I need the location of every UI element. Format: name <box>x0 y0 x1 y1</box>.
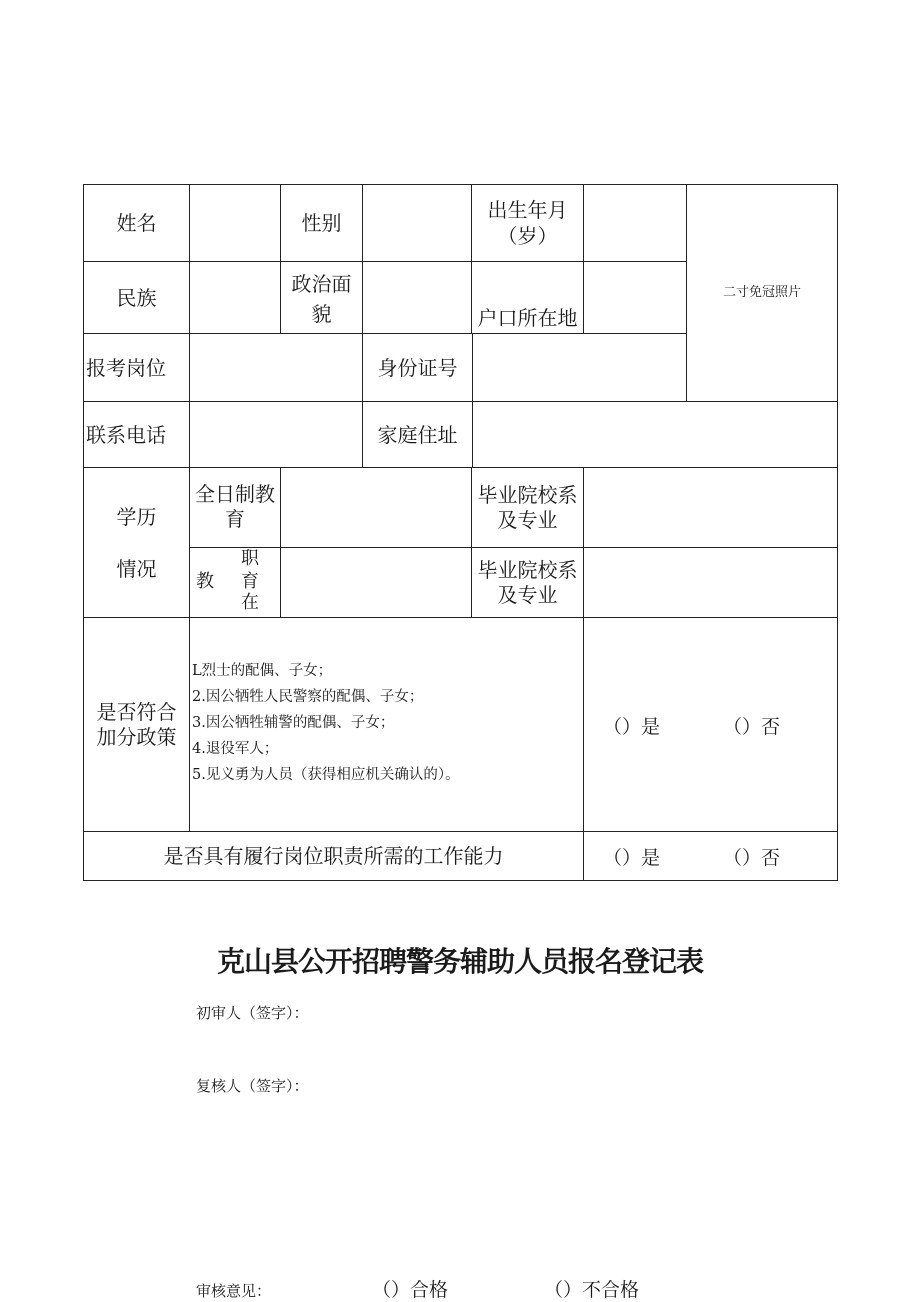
phone-field[interactable] <box>190 402 362 467</box>
hukou-field[interactable] <box>584 262 686 333</box>
ethnicity-label: 民族 <box>116 285 157 310</box>
bonus-yes-option[interactable]: （）是 <box>603 716 661 738</box>
fulltime-education-field[interactable] <box>281 468 471 547</box>
onjob-char-1: 教 <box>196 571 214 592</box>
ability-label: 是否具有履行岗位职责所需的工作能力 <box>163 844 504 868</box>
position-label: 报考岗位 <box>86 355 166 380</box>
onjob-school-major-label <box>472 555 583 611</box>
birth-label-line-2: （岁） <box>497 224 558 248</box>
gender-label: 性别 <box>301 211 342 235</box>
onjob-char-3: 育 <box>241 571 259 592</box>
fulltime-school-major-field[interactable] <box>584 468 837 547</box>
onjob-char-4: 在 <box>241 592 259 613</box>
fulltime-label-line-2: 育 <box>225 507 245 531</box>
ethnicity-field[interactable] <box>190 262 280 333</box>
page-title: 克山县公开招聘警务辅助人员报名登记表 <box>216 945 703 978</box>
birth-label-line-1: 出生年月 <box>487 198 568 222</box>
onjob-education-field[interactable] <box>281 548 471 617</box>
address-field[interactable] <box>473 402 837 467</box>
name-label: 姓名 <box>116 211 157 235</box>
school-major-line-2: 及专业 <box>497 508 558 532</box>
bonus-item: 3.因公牺牲辅警的配偶、子女； <box>192 715 395 731</box>
pass-option[interactable]: （）合格 <box>372 1279 449 1301</box>
fail-option[interactable]: （）不合格 <box>544 1279 640 1301</box>
birth-field[interactable] <box>584 185 686 261</box>
education-label-line-2: 情况 <box>116 557 157 581</box>
first-reviewer-signature[interactable]: 初审人（签字）： <box>196 1004 309 1022</box>
onjob-school-major-field[interactable] <box>584 548 837 617</box>
photo-box[interactable]: 二寸免冠照片 <box>722 285 801 300</box>
ability-no-option[interactable]: （）否 <box>723 847 781 869</box>
review-opinion-label: 审核意见： <box>196 1282 272 1300</box>
bonus-item: L烈士的配偶、子女； <box>192 663 333 679</box>
bonus-item: 2.因公牺牲人民警察的配偶、子女； <box>192 689 424 705</box>
bonus-policy-list <box>192 658 580 788</box>
fulltime-school-major-label <box>472 480 583 536</box>
fulltime-label-line-1: 全日制教 <box>195 482 275 506</box>
onjob-char-2: 职 <box>241 548 259 569</box>
education-label-line-1: 学历 <box>116 505 157 529</box>
political-label-line-2: 貌 <box>311 301 332 326</box>
school-major-line-1: 毕业院校系 <box>477 483 578 507</box>
address-label: 家庭住址 <box>377 422 458 447</box>
name-field[interactable] <box>190 185 280 261</box>
position-field[interactable] <box>190 334 362 401</box>
hukou-label: 户口所在地 <box>477 306 578 330</box>
ability-yes-option[interactable]: （）是 <box>603 847 661 869</box>
id-number-field[interactable] <box>473 334 686 401</box>
bonus-label-line-2: 加分政策 <box>96 725 177 749</box>
political-status-field[interactable] <box>363 262 471 333</box>
gender-field[interactable] <box>363 185 471 261</box>
fulltime-education-label <box>190 479 280 535</box>
second-reviewer-signature[interactable]: 复核人（签字）： <box>196 1077 309 1095</box>
onjob-school-major-line-2: 及专业 <box>497 583 558 607</box>
bonus-item: 5.见义勇为人员（获得相应机关确认的）。 <box>192 767 460 783</box>
birth-label <box>472 185 583 261</box>
bonus-label-line-1: 是否符合 <box>96 700 177 724</box>
bonus-policy-label <box>84 697 189 753</box>
onjob-school-major-line-1: 毕业院校系 <box>477 558 578 582</box>
political-status-label <box>281 264 362 333</box>
bonus-item: 4.退役军人； <box>192 741 279 757</box>
bonus-no-option[interactable]: （）否 <box>723 716 781 738</box>
phone-label: 联系电话 <box>86 422 166 447</box>
id-number-label: 身份证号 <box>377 355 458 380</box>
political-label-line-1: 政治面 <box>291 271 352 296</box>
